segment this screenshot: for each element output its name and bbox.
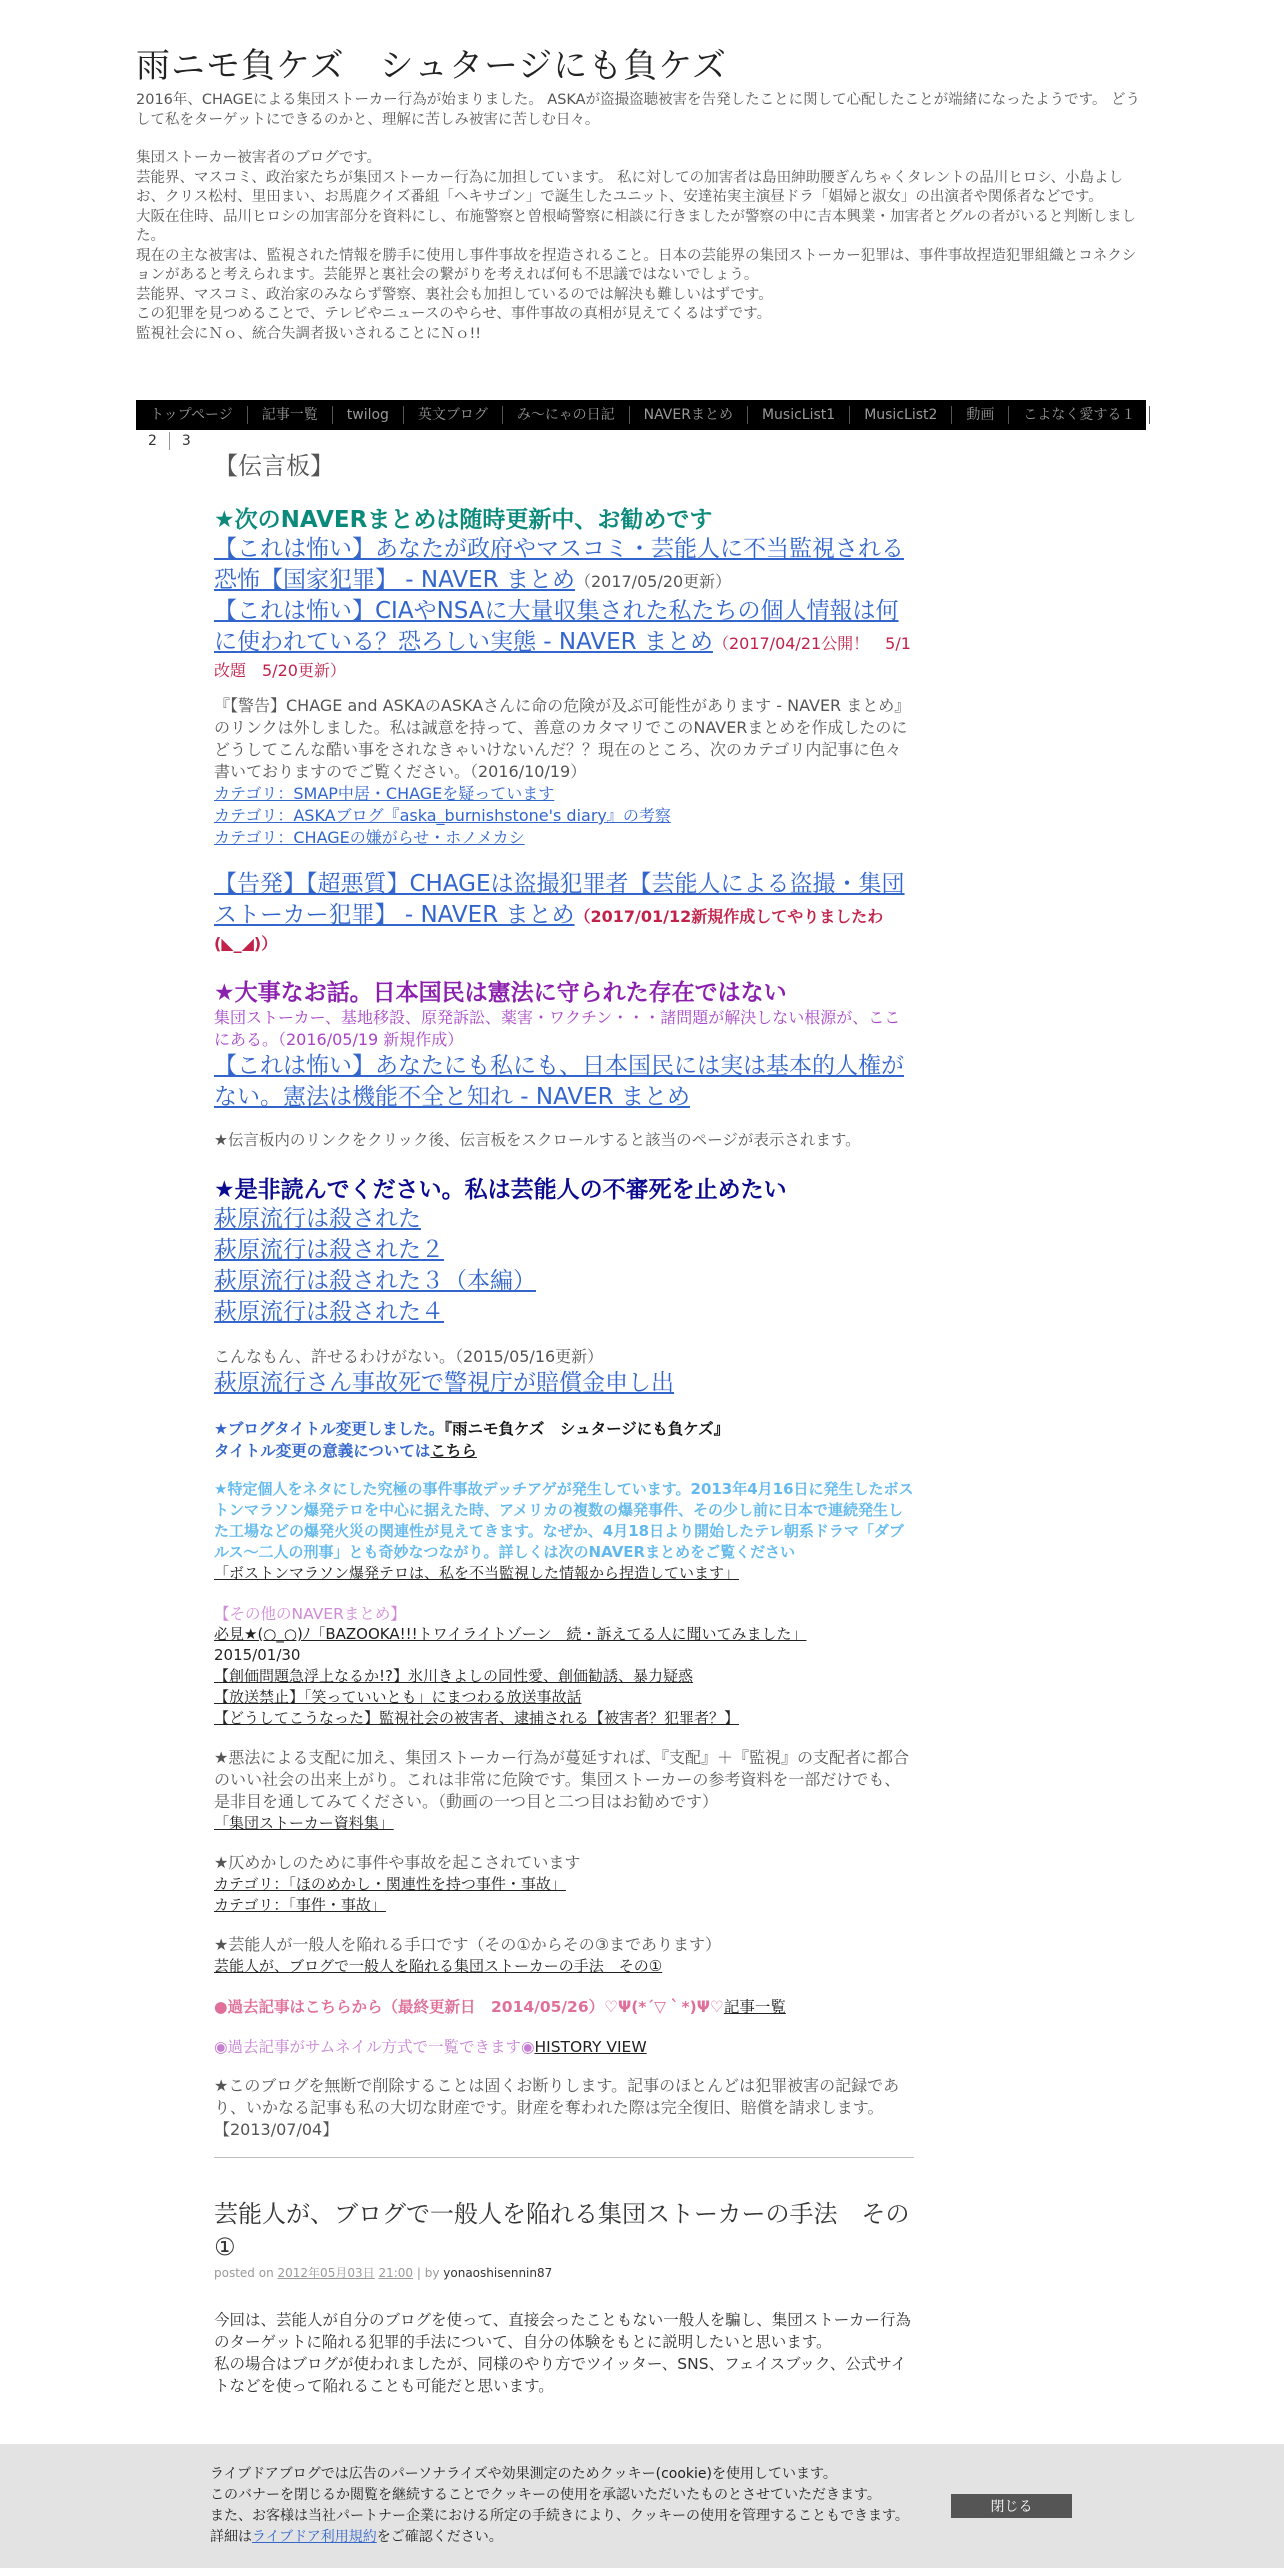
- desc-line: 2016年、CHAGEによる集団ストーカー行為が始まりました。 ASKAが盗撮盗聴被害を告発したことに関して心配したことが端緒になったようです。 どうして私をターゲットにできるのかと、理解に苦しみ被害に苦しむ日々。: [136, 92, 1141, 128]
- cookie-banner: [0, 2444, 1284, 2568]
- nav-item-twilog[interactable]: twilog: [333, 406, 404, 424]
- board-note: ★伝言板内のリンクをクリック後、伝言板をスクロールすると該当のページが表示されます。: [214, 1131, 861, 1149]
- nav-pager: [136, 432, 203, 450]
- kokuhatsu-note: （2017/01/12新規作成してやりましたわ(◣_◢)）: [214, 907, 884, 953]
- history-view-link[interactable]: HISTORY VIEW: [534, 2038, 647, 2056]
- terms-link[interactable]: ライブドア利用規約: [252, 2529, 377, 2545]
- post-author[interactable]: yonaoshisennin87: [443, 2266, 553, 2280]
- nav-page-2[interactable]: 2: [148, 433, 157, 449]
- category-link[interactable]: カテゴリ：ASKAブログ『aska_burnishstone's diary』の考察: [214, 806, 671, 825]
- naver-link-1[interactable]: 【これは怖い】あなたが政府やマスコミ・芸能人に不当監視される恐怖【国家犯罪】 - NAVER まとめ: [214, 536, 904, 593]
- other-naver-link[interactable]: 必見★(○_○)ﾉ「BAZOOKA!!!トワイライトゾーン 続・訴えてる人に聞いてみました」: [214, 1625, 807, 1643]
- other-naver-link[interactable]: 【創価問題急浮上なるか!?】氷川きよしの同性愛、創価勧誘、暴力疑惑: [214, 1667, 693, 1685]
- nav-item-articles[interactable]: 記事一覧: [248, 406, 333, 424]
- category-link[interactable]: カテゴリ：「事件・事故」: [214, 1896, 386, 1914]
- nav-item-diary[interactable]: み～にゃの日記: [503, 406, 630, 424]
- naver-recommend-heading: ★次のNAVERまとめは随時更新中、お勧めです: [214, 507, 713, 533]
- title-meaning-text: タイトル変更の意義については: [214, 1442, 431, 1460]
- nav-page-3[interactable]: 3: [169, 432, 203, 450]
- kenpo-subtext: 集団ストーカー、基地移設、原発訴訟、薬害・ワクチン・・・諸問題が解決しない根源が、ここにある。（2016/05/19 新規作成）: [214, 1008, 901, 1049]
- post-body-paragraph: 私の場合はブログが使われましたが、同様のやり方でツイッター、SNS、フェイスブック、公式サイトなどを使って陥れることも可能だと思います。: [214, 2355, 907, 2395]
- history-view-text: ◉過去記事がサムネイル方式で一覧できます◉: [214, 2038, 535, 2056]
- update-note: （2017/04/21公開！ 5/1改題 5/20更新）: [214, 634, 911, 680]
- naver-link-2[interactable]: 【これは怖い】CIAやNSAに大量収集された私たちの個人情報は何に使われている？恐ろしい実態 - NAVER まとめ: [214, 598, 899, 655]
- hagiwara-heading: ★是非読んでください。私は芸能人の不審死を止めたい: [214, 1177, 787, 1203]
- other-naver-link[interactable]: 【どうしてこうなった】監視社会の被害者、逮捕される【被害者？犯罪者？】: [214, 1709, 740, 1727]
- title-change-text: ★ブログタイトル変更しました。: [214, 1420, 445, 1438]
- nav-item-musiclist1[interactable]: MusicList1: [748, 406, 850, 424]
- nav-item-english-blog[interactable]: 英文ブログ: [404, 406, 503, 424]
- kenpo-heading: ★大事なお話。日本国民は憲法に守られた存在ではない: [214, 980, 787, 1006]
- kokuhatsu-link[interactable]: 【告発】【超悪質】CHAGEは盗撮犯罪者【芸能人による盗撮・集団ストーカー犯罪】 - NAVER まとめ: [214, 871, 905, 928]
- cookie-line: 詳細は: [210, 2529, 252, 2545]
- post-body-paragraph: 今回は、芸能人が自分のブログを使って、直接会ったこともない一般人を騙し、集団ストーカー行為のターゲットに陥れる犯罪的手法について、自分の体験をもとに説明したいと思います。: [214, 2311, 911, 2351]
- category-link[interactable]: カテゴリ：「ほのめかし・関連性を持つ事件・事故」: [214, 1875, 566, 1893]
- boston-link[interactable]: 「ボストンマラソン爆発テロは、私を不当監視した情報から捏造しています」: [214, 1564, 740, 1582]
- desc-line: 芸能界、マスコミ、政治家たちが集団ストーカー行為に加担しています。 私に対しての加害者は島田紳助腰ぎんちゃくタレントの品川ヒロシ、小島よしお、クリス松村、里田まい、お馬鹿クイズ番組「ヘキサゴン」で誕生したユニット、安達祐実主演昼ドラ「娼婦と淑女」の出演者や関係者などです。: [136, 169, 1124, 205]
- hagiwara-link-2[interactable]: 萩原流行は殺された２: [214, 1237, 444, 1263]
- nav-item-naver[interactable]: NAVERまとめ: [630, 406, 748, 424]
- warning-text: 『【警告】CHAGE and ASKAのASKAさんに命の危険が及ぶ可能性があります - NAVER まとめ』のリンクは外しました。私は誠意を持って、善意のカタマリでこのNAVERまとめを作成したのにどうしてこんな酷い事をされなきゃいけないんだ？？現在のところ、次のカテゴリ内記事に色々書いておりますのでご覧ください。（2016/10/19）: [214, 696, 911, 781]
- other-naver-link[interactable]: 【放送禁止】「笑っていいとも」にまつわる放送事故話: [214, 1688, 582, 1706]
- board-heading: 【伝言板】: [214, 452, 334, 480]
- global-nav: [136, 400, 1146, 430]
- post-title[interactable]: 芸能人が、ブログで一般人を陥れる集団ストーカーの手法 その①: [214, 2200, 910, 2261]
- hagiwara-note: こんなもん、許せるわけがない。（2015/05/16更新）: [214, 1347, 604, 1366]
- hagiwara-link-3[interactable]: 萩原流行は殺された３（本編）: [214, 1268, 536, 1294]
- site-description: [136, 91, 1146, 344]
- desc-line: 現在の主な被害は、監視された情報を勝手に使用し事件事故を捏造されること。日本の芸能界の集団ストーカー犯罪は、事件事故捏造犯罪組織とコネクションがあると考えられます。芸能界と裏社会の繋がりを考えれば何も不思議ではないでしょう。: [136, 247, 1137, 283]
- desc-line: 芸能界、マスコミ、政治家のみならず警察、裏社会も加担しているのでは解決も難しいはずです。: [136, 286, 773, 303]
- nav-item-musiclist2[interactable]: MusicList2: [850, 406, 952, 424]
- desc-line: この犯罪を見つめることで、テレビやニュースのやらせ、事件事故の真相が見えてくるはずです。: [136, 306, 772, 322]
- stalker-resource-link[interactable]: 「集団ストーカー資料集」: [214, 1814, 394, 1832]
- hagiwara-link-1[interactable]: 萩原流行は殺された: [214, 1206, 421, 1232]
- hagiwara-link-4[interactable]: 萩原流行は殺された４: [214, 1299, 444, 1325]
- title-change-name: 『雨ニモ負ケズ シュタージにも負ケズ』: [444, 1420, 730, 1438]
- cookie-text: [210, 2464, 930, 2548]
- geino-text: ★芸能人が一般人を陥れる手口です（その①からその③まであります）: [214, 1935, 722, 1954]
- cookie-line: をご確認ください。: [376, 2529, 503, 2545]
- past-articles-link[interactable]: 記事一覧: [723, 1998, 786, 2016]
- cookie-line: ライブドアブログでは広告のパーソナライズや効果測定のためクッキー(cookie)を使用しています。: [210, 2466, 837, 2482]
- cookie-line: このバナーを閉じるか閲覧を継続することでクッキーの使用を承認いただいたものとさせていただきます。: [210, 2487, 881, 2503]
- geino-link[interactable]: 芸能人が、ブログで一般人を陥れる集団ストーカーの手法 その①: [214, 1957, 663, 1975]
- other-naver-heading: 【その他のNAVERまとめ】: [214, 1605, 406, 1623]
- post-by-label: | by: [416, 2266, 440, 2280]
- site-title[interactable]: 雨ニモ負ケズ シュタージにも負ケズ: [136, 46, 727, 86]
- kenpo-link[interactable]: 【これは怖い】あなたにも私にも、日本国民には実は基本的人権がない。憲法は機能不全と知れ - NAVER まとめ: [214, 1053, 904, 1110]
- boston-text: ★特定個人をネタにした究極の事件事故デッチアゲが発生しています。2013年4月16日に発生したボストンマラソン爆発テロを中心に据えた時、アメリカの複数の爆発事件、その少し前に日本で連続発生した工場などの爆発火災の関連性が見えてきます。なぜか、4月18日より開始したテレ朝系ドラマ「ダブルス～二人の刑事」とも奇妙なつながり。詳しくは次のNAVERまとめをご覧ください: [214, 1480, 914, 1561]
- desc-line: 集団ストーカー被害者のブログです。: [136, 150, 382, 166]
- header: [136, 0, 1146, 344]
- cookie-close-button[interactable]: 閉じる: [951, 2494, 1072, 2518]
- evil-law-text: ★悪法による支配に加え、集団ストーカー行為が蔓延すれば、『支配』＋『監視』の支配者に都合のいい社会の出来上がり。これは非常に危険です。集団ストーカーの参考資料を一部だけでも、是非目を通してみてください。（動画の一つ目と二つ目はお勧めです）: [214, 1748, 909, 1811]
- nav-item-top[interactable]: トップページ: [136, 406, 248, 424]
- copyright-notice: ★このブログを無断で削除することは固くお断りします。記事のほとんどは犯罪被害の記録であり、いかなる記事も私の大切な財産です。財産を奪われた際は完全復旧、賠償を請求します。【2013/07/04】: [214, 2076, 900, 2139]
- category-link[interactable]: カテゴリ：CHAGEの嫌がらせ・ホノメカシ: [214, 828, 525, 847]
- other-naver-date: 2015/01/30: [214, 1646, 301, 1664]
- desc-line: 監視社会にＮｏ、統合失調者扱いされることにＮｏ!!: [136, 325, 482, 342]
- post-date[interactable]: 2012年05月03日: [277, 2266, 375, 2280]
- post-time[interactable]: 21:00: [378, 2266, 414, 2280]
- hono-text: ★仄めかしのために事件や事故を起こされています: [214, 1853, 581, 1872]
- posted-on-label: posted on: [214, 2266, 274, 2280]
- update-note: （2017/05/20更新）: [574, 572, 732, 591]
- cookie-line: また、お客様は当社パートナー企業における所定の手続きにより、クッキーの使用を管理することもできます。: [210, 2508, 909, 2524]
- nav-item-favorite[interactable]: こよなく愛する１: [1009, 406, 1150, 424]
- main-content: [214, 446, 914, 2397]
- title-meaning-link[interactable]: こちら: [430, 1442, 477, 1460]
- category-link[interactable]: カテゴリ：SMAP中居・CHAGEを疑っています: [214, 784, 555, 803]
- desc-line: 大阪在住時、品川ヒロシの加害部分を資料にし、布施警察と曽根崎警察に相談に行きましたが警察の中に吉本興業・加害者とグルの者がいると判断しました。: [136, 208, 1137, 244]
- post-meta: [214, 2264, 914, 2281]
- hagiwara-link-5[interactable]: 萩原流行さん事故死で警視庁が賠償金申し出: [214, 1370, 674, 1396]
- nav-item-video[interactable]: 動画: [952, 406, 1009, 424]
- past-articles-text: ●過去記事はこちらから（最終更新日 2014/05/26）♡Ψ(*´▽｀*)Ψ♡: [214, 1998, 724, 2016]
